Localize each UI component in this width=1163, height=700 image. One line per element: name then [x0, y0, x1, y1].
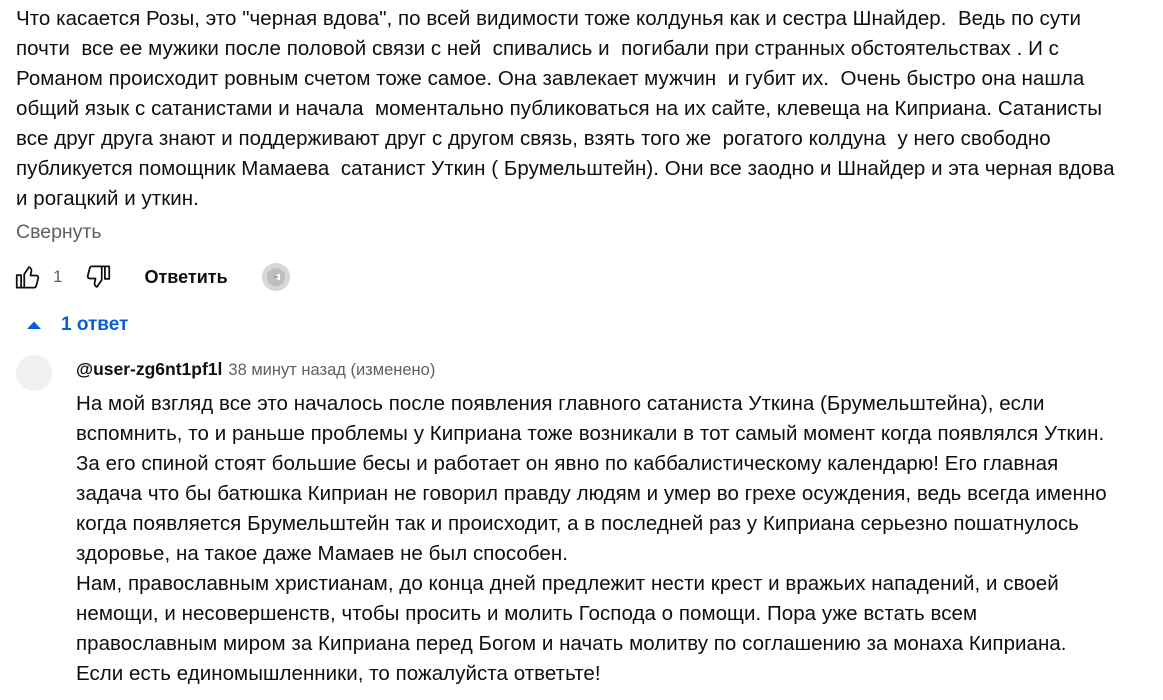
reply-header — [76, 359, 435, 380]
like-button[interactable] — [12, 259, 44, 295]
reply-author[interactable]: @user-zg6nt1pf1l — [76, 359, 223, 379]
top-comment — [16, 4, 1156, 214]
reply-text: На мой взгляд все это началось после появления главного сатаниста Уткина (Брумельштейна), если вспомнить, то и раньше проблемы у Киприана тоже возникали в тот самый момент когда появлялся Уткин. За его спиной стоят большие бесы и работает он явно по каббалистическому календарю! Его главная задача что бы батюшка Киприан не говорил правду людям и умер во грехе осуждения, ведь всегда именно когда появляется Брумельштейн так и происходит, а в последней раз у Киприана серьезно пошатнулось здоровье, на такое даже Мамаев не был способен. Нам, православным христианам, до конца дней предлежит нести крест и вражьих нападений, и своей немощи, и несовершенств, чтобы просить и молить Господа о помощи. Пора уже встать всем православным миром за Киприана перед Богом и начать молитву по соглашению за монаха Киприана. Если есть единомышленники, то пожалуйста ответьте! — [76, 392, 1107, 685]
collapse-link[interactable]: Свернуть — [16, 221, 102, 243]
reply-comment — [76, 389, 1161, 689]
like-count: 1 — [53, 267, 63, 286]
replies-toggle[interactable] — [26, 314, 128, 336]
top-comment-text: Что касается Розы, это "черная вдова", по всей видимости тоже колдунья как и сестра Шнайдер. Ведь по сути почти все ее мужики после половой связи с ней спивались и погибали при странных обстоятельствах . И с Романом происходит ровным счетом тоже самое. Она завлекает мужчин и губит их. Очень быстро она нашла общий язык с сатанистами и начала моментально публиковаться на их сайте, клевеща на Киприана. Сатанисты все друг друга знают и поддерживают друг с другом связь, взять того же рогатого колдуна у него свободно публикуется помощник Мамаева сатанист Уткин ( Брумельштейн). Они все заодно и Шнайдер и эта черная вдова и рогацкий и уткин. — [16, 7, 1115, 210]
thumbs-up-icon — [13, 262, 43, 292]
comment-actions — [12, 259, 290, 295]
reply-timestamp[interactable]: 38 минут назад (изменено) — [228, 361, 436, 379]
thumbs-down-icon — [83, 262, 113, 292]
reply-button[interactable]: Ответить — [144, 266, 228, 287]
caret-up-icon — [26, 319, 42, 331]
avatar[interactable] — [16, 355, 52, 391]
replies-count-label: 1 ответ — [61, 314, 129, 335]
creator-heart-badge — [262, 263, 290, 291]
dislike-button[interactable] — [82, 259, 114, 295]
creator-heart-icon — [266, 267, 286, 287]
